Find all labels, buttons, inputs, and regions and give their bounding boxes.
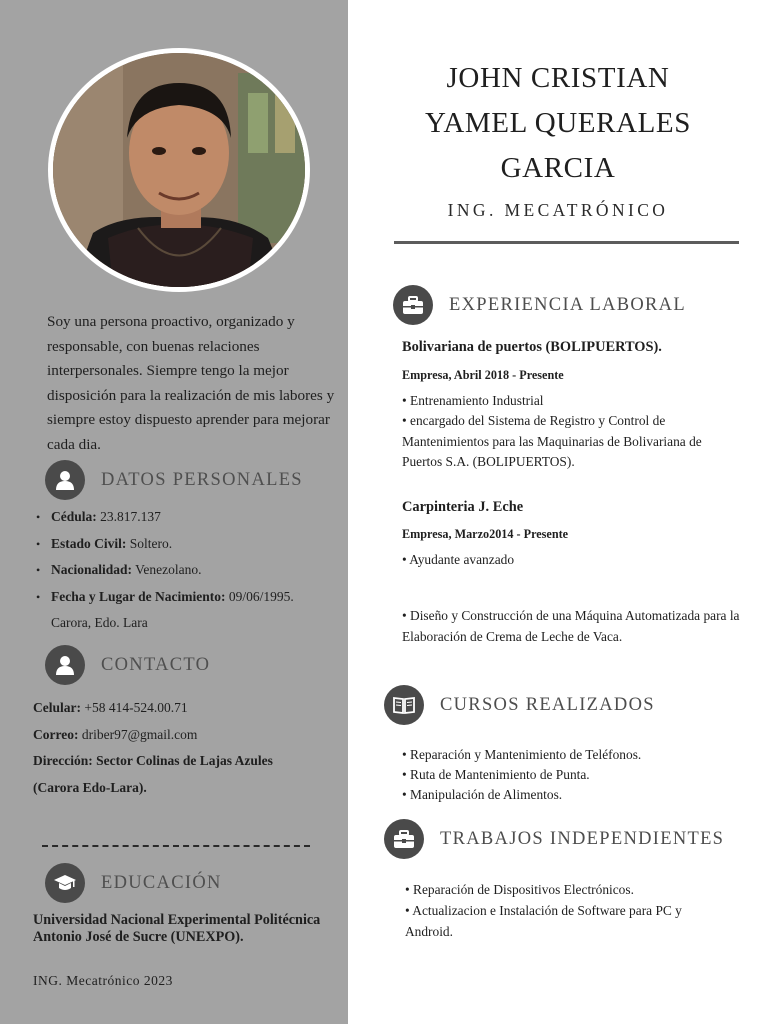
email-row	[33, 722, 333, 749]
profile-photo	[53, 53, 305, 287]
personal-section-header	[45, 460, 303, 500]
list-item: • Cédula: 23.817.137	[36, 509, 161, 524]
main-content	[348, 0, 768, 1024]
contact-section-header	[45, 645, 210, 685]
experience-section-header	[393, 285, 686, 325]
address-row	[33, 748, 333, 775]
freelance-item: • Actualizacion e Instalación de Software para PC y Android.	[405, 903, 682, 939]
course-item: • Manipulación de Alimentos.	[402, 787, 563, 802]
job-bullet: • Diseño y Construcción de una Máquina Automatizada para la Elaboración de Crema de Leche de Vaca.	[402, 608, 740, 644]
list-item: • Fecha y Lugar de Nacimiento: 09/06/1995.	[36, 588, 294, 604]
field-label: Cédula:	[51, 509, 97, 524]
graduation-cap-icon	[45, 863, 85, 903]
education-section-title: EDUCACIÓN	[101, 872, 222, 893]
profile-summary: Soy una persona proactivo, organizado y responsable, con buenas relaciones interpersonales. Siempre tengo la mejor disposición para la realización de mis labores y siempre estoy dispuesto aprender para mejorar cada dia.	[47, 313, 335, 453]
address-row-2	[33, 775, 333, 802]
phone-value: +58 414-524.00.71	[81, 700, 188, 715]
job-meta: Empresa, Marzo2014 - Presente	[402, 527, 569, 541]
job-company: Carpinteria J. Eche	[402, 499, 524, 515]
freelance-item: • Reparación de Dispositivos Electrónicos.	[405, 882, 634, 897]
field-label: Nacionalidad:	[51, 562, 133, 577]
job-bullet: • Entrenamiento Industrial	[402, 393, 544, 408]
experience-section-title: EXPERIENCIA LABORAL	[449, 294, 686, 315]
phone-row	[33, 695, 333, 722]
education-section-header	[45, 863, 222, 903]
courses-section-header	[384, 685, 655, 725]
birth-place: Carora, Edo. Lara	[51, 615, 148, 630]
header-rule	[394, 241, 739, 244]
full-name	[348, 56, 768, 191]
sidebar	[0, 0, 348, 1024]
contact-info	[33, 695, 333, 801]
person-icon	[45, 460, 85, 500]
university-name: Universidad Nacional Experimental Politécnica Antonio José de Sucre (UNEXPO).	[33, 912, 321, 945]
job-bullet: • encargado del Sistema de Registro y Control de Mantenimientos para las Maquinarias de Bolivariana de Puertos S.A. (BOLIPUERTOS).	[402, 413, 702, 469]
briefcase-icon	[384, 819, 424, 859]
freelance-section-title: TRABAJOS INDEPENDIENTES	[440, 828, 725, 849]
course-item: • Ruta de Mantenimiento de Punta.	[402, 767, 590, 782]
freelance-section-header	[384, 819, 724, 859]
field-value: Soltero.	[126, 535, 173, 551]
divider	[42, 845, 310, 847]
name-line: JOHN CRISTIAN	[446, 62, 670, 94]
name-line: GARCIA	[500, 152, 616, 184]
book-icon	[384, 685, 424, 725]
address-line: (Carora Edo-Lara).	[33, 779, 147, 795]
briefcase-icon	[393, 285, 433, 325]
field-value: Venezolano.	[132, 562, 202, 577]
job-meta: Empresa, Abril 2018 - Presente	[402, 368, 564, 382]
contact-section-title: CONTACTO	[101, 654, 211, 675]
field-label: Estado Civil:	[51, 535, 127, 551]
email-value: driber97@gmail.com	[78, 726, 198, 742]
personal-section-title: DATOS PERSONALES	[101, 469, 303, 490]
degree: ING. Mecatrónico 2023	[33, 973, 173, 988]
personal-data-list	[33, 504, 333, 637]
job-title: ING. MECATRÓNICO	[447, 200, 669, 220]
job-company: Bolivariana de puertos (BOLIPUERTOS).	[402, 339, 662, 355]
person-icon	[45, 645, 85, 685]
email-label: Correo:	[33, 726, 79, 742]
phone-label: Celular:	[33, 700, 81, 715]
list-item: • Nacionalidad: Venezolano.	[36, 562, 202, 577]
field-value: 23.817.137	[96, 509, 161, 524]
name-line: YAMEL QUERALES	[425, 107, 691, 139]
courses-section-title: CURSOS REALIZADOS	[440, 694, 655, 715]
address-line: Sector Colinas de Lajas Azules	[96, 753, 273, 768]
field-value: 09/06/1995.	[225, 588, 294, 604]
list-item: • Estado Civil: Soltero.	[36, 535, 173, 551]
course-item: • Reparación y Mantenimiento de Teléfonos.	[402, 747, 642, 762]
field-label: Fecha y Lugar de Nacimiento:	[51, 588, 226, 604]
address-label: Dirección:	[33, 753, 97, 768]
job-bullet: • Ayudante avanzado	[402, 552, 515, 567]
